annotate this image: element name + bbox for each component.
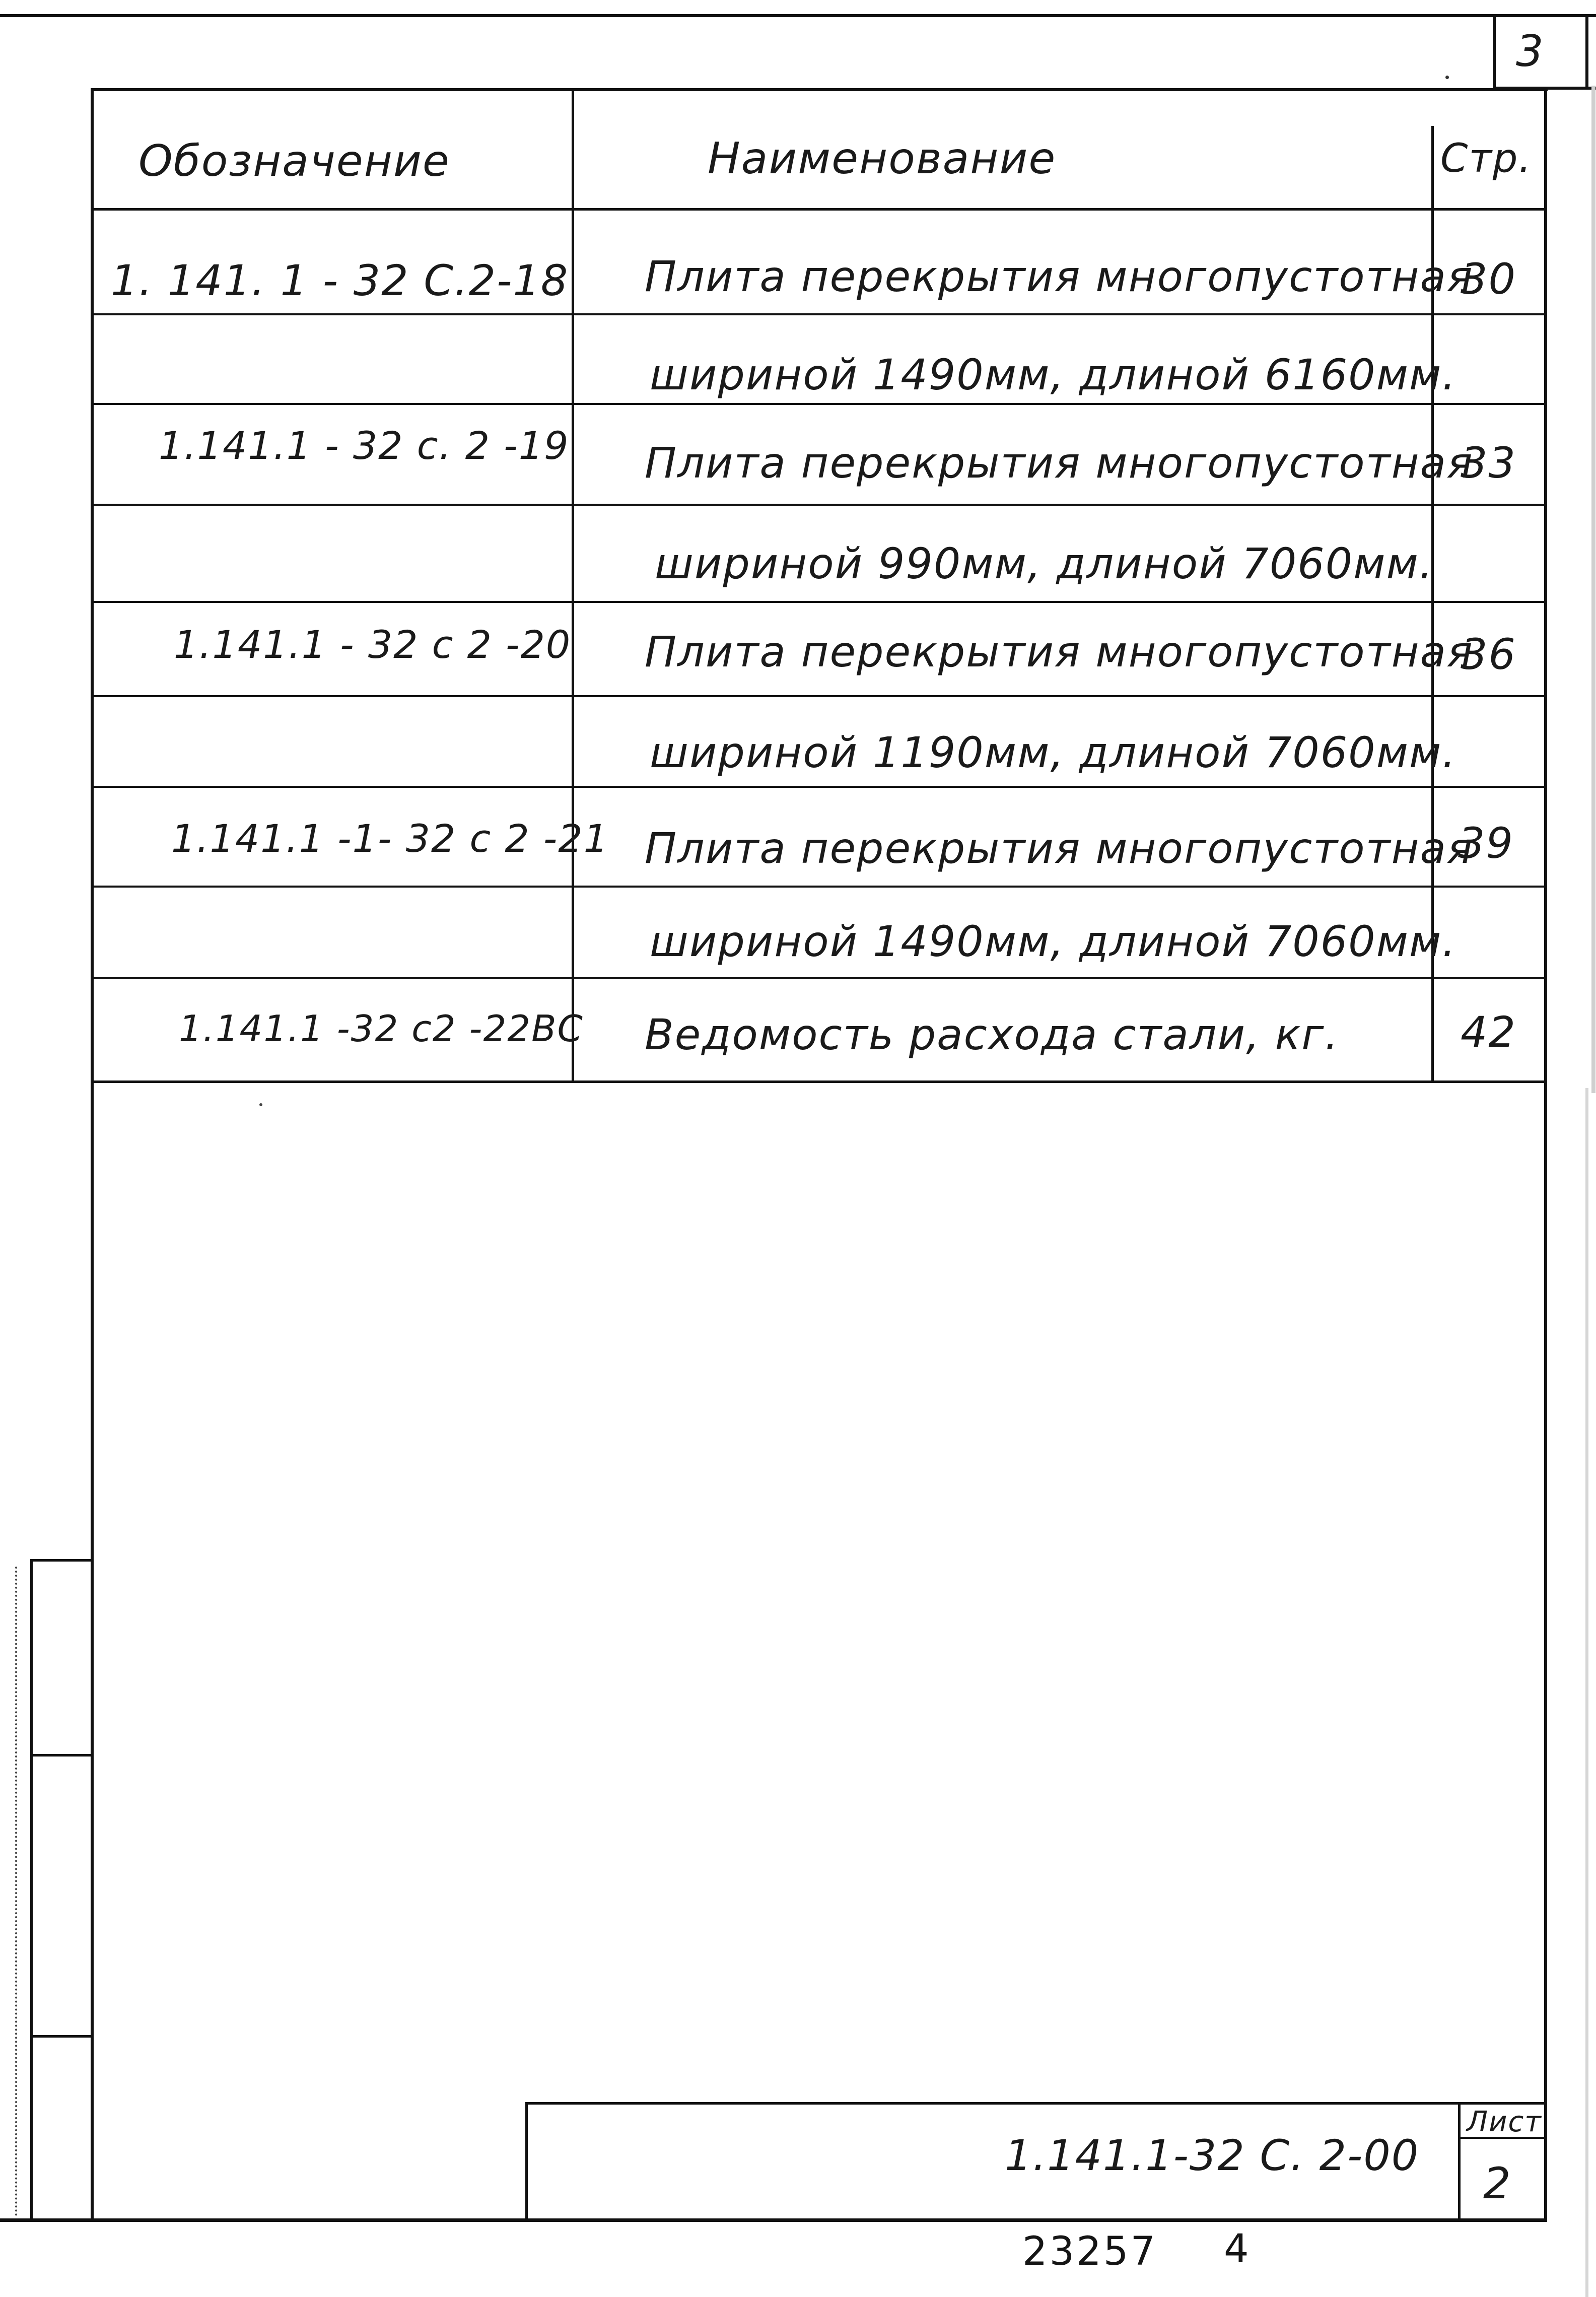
row-3-name-line1: Плита перекрытия многопустотная — [645, 627, 1474, 677]
row-2-name-line1: Плита перекрытия многопустотная — [645, 438, 1474, 488]
row-3-designation: 1.141.1 - 32 с 2 -20 — [174, 622, 572, 667]
scan-dot-2 — [259, 1103, 262, 1106]
sheet-box-left — [1458, 2102, 1461, 2221]
corner-box-right — [1585, 14, 1588, 90]
col-divider-1 — [572, 88, 574, 1083]
margin-box-top — [30, 1559, 92, 1562]
row-line-6 — [92, 786, 1546, 788]
row-5-page: 42 — [1461, 1007, 1516, 1057]
row-line-4 — [92, 601, 1546, 603]
row-5-designation: 1.141.1 -32 с2 -22ВС — [179, 1007, 584, 1050]
right-edge-artifact — [1585, 1088, 1588, 2297]
title-block-sheet-number: 2 — [1483, 2158, 1512, 2209]
row-4-page: 39 — [1458, 819, 1514, 868]
row-4-name-line2: шириной 1490мм, длиной 7060мм. — [650, 917, 1457, 966]
row-2-name-line2: шириной 990мм, длиной 7060мм. — [655, 539, 1434, 588]
title-block-sheet-label: Лист — [1467, 2106, 1542, 2138]
row-line-7 — [92, 886, 1546, 888]
row-4-name-line1: Плита перекрытия многопустотная — [645, 824, 1474, 873]
row-2-designation: 1.141.1 - 32 с. 2 -19 — [159, 423, 570, 468]
right-edge-artifact-2 — [1591, 86, 1595, 1093]
footer-number: 23257 — [1022, 2229, 1158, 2274]
title-block-code: 1.141.1-32 С. 2-00 — [1005, 2131, 1420, 2180]
row-line-1 — [92, 313, 1546, 315]
row-line-5 — [92, 695, 1546, 697]
margin-box-mid — [30, 1754, 92, 1756]
row-5-name-line1: Ведомость расхода стали, кг. — [645, 1010, 1340, 1059]
row-1-name-line1: Плита перекрытия многопустотная — [645, 252, 1474, 301]
corner-number: 3 — [1516, 26, 1545, 77]
header-bottom-line — [92, 208, 1546, 211]
row-1-page: 30 — [1461, 254, 1516, 304]
row-line-9 — [92, 1080, 1546, 1083]
scan-dot — [1445, 76, 1449, 79]
frame-left-line — [91, 88, 94, 2221]
margin-box-left — [30, 1559, 33, 2220]
corner-box-left — [1493, 14, 1496, 90]
row-4-designation: 1.141.1 -1- 32 с 2 -21 — [171, 816, 609, 861]
footer-copy: 4 — [1224, 2226, 1249, 2272]
top-border-line — [0, 14, 1596, 17]
header-page: Стр. — [1440, 136, 1533, 181]
row-1-designation: 1. 141. 1 - 32 С.2-18 — [111, 256, 569, 305]
row-3-page: 36 — [1461, 630, 1516, 679]
margin-box-low — [30, 2035, 92, 2038]
frame-right-line — [1544, 88, 1547, 2221]
header-name: Наименование — [708, 133, 1057, 184]
frame-bottom-line — [0, 2218, 1547, 2222]
title-block-left — [525, 2102, 528, 2221]
row-2-page: 33 — [1461, 438, 1516, 488]
header-designation: Обозначение — [138, 136, 450, 186]
row-1-name-line2: шириной 1490мм, длиной 6160мм. — [650, 350, 1457, 399]
row-line-3 — [92, 504, 1546, 506]
title-block-top — [525, 2102, 1546, 2105]
frame-top-line — [92, 88, 1548, 91]
row-line-2 — [92, 403, 1546, 405]
margin-scan-artifact — [15, 1567, 21, 2216]
row-line-8 — [92, 977, 1546, 979]
row-3-name-line2: шириной 1190мм, длиной 7060мм. — [650, 728, 1457, 777]
